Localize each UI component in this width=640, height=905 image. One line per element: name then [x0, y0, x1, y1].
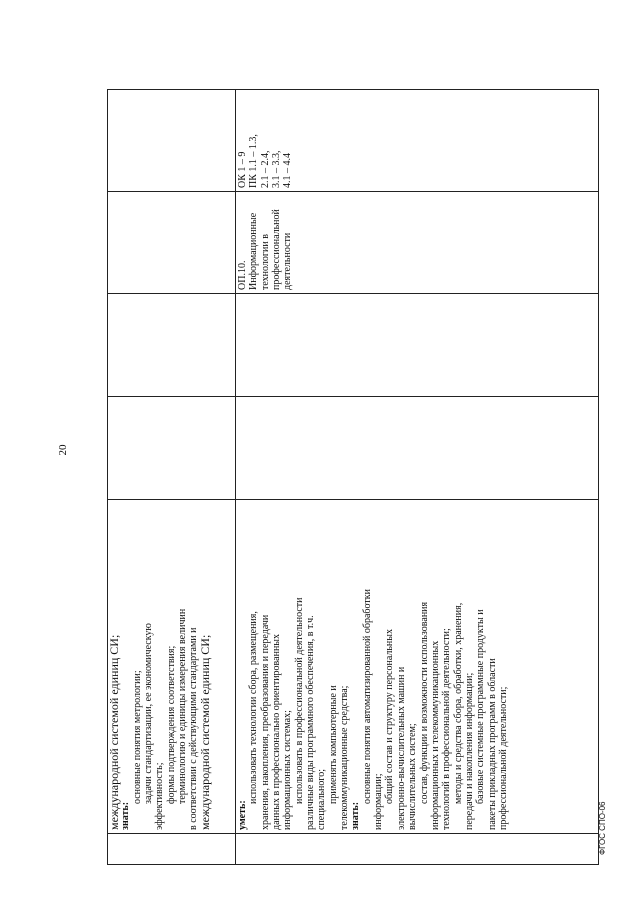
- text-line: вычислительных систем;: [407, 723, 419, 830]
- rotated-table-wrapper: [107, 90, 598, 865]
- text-line: профессиональной деятельности;: [497, 686, 509, 830]
- text-line: 4.1 – 4.4: [282, 153, 294, 188]
- text-line: информации;: [373, 773, 385, 830]
- text-line: пакеты прикладных программ в области: [486, 658, 498, 830]
- text-line: базовые системные программные продукты и: [475, 609, 487, 804]
- hours-required-cell: [236, 294, 599, 397]
- text-line: данных в профессионально ориентированных: [271, 633, 283, 830]
- content-list: [109, 503, 211, 830]
- page-number: 20: [57, 444, 69, 456]
- text-line: различные виды программного обеспечения, в т.ч.: [305, 615, 317, 830]
- text-line: международной системой единиц СИ;: [197, 634, 212, 830]
- text-line: хранения, накопления, преобразования и передачи: [259, 614, 271, 830]
- hours-max-cell: [236, 397, 599, 500]
- text-line: технологий в профессиональной деятельности;: [441, 628, 453, 830]
- text-line: технологии в: [259, 234, 271, 290]
- text-line: телекоммуникационные средства;: [339, 685, 351, 830]
- discipline-list: [237, 195, 294, 290]
- text-line: использовать в профессиональной деятельности: [293, 597, 305, 804]
- text-line: в соответствии с действующими стандартами и: [188, 627, 200, 830]
- text-line: знать:: [350, 801, 362, 830]
- text-line: формы подтверждения соответствия;: [165, 645, 177, 804]
- discipline-cell: [108, 192, 236, 294]
- text-line: знать:: [120, 801, 132, 830]
- text-line: эффективность;: [154, 762, 166, 830]
- text-line: информационных и телекоммуникационных: [429, 640, 441, 830]
- competency-cell: [108, 90, 236, 192]
- text-line: общий состав и структуру персональных: [384, 629, 396, 804]
- text-line: специального;: [316, 769, 328, 830]
- text-line: деятельности: [282, 232, 294, 290]
- text-line: терминологию и единицы измерения величин: [177, 608, 189, 804]
- content-list: [237, 503, 509, 830]
- text-line: информационных системах;: [282, 710, 294, 830]
- text-line: ПК 1.1 – 1.3,: [248, 134, 260, 188]
- content-cell: [108, 500, 236, 834]
- table-row: [236, 90, 599, 865]
- text-line: использовать технологии сбора, размещения,: [248, 611, 260, 804]
- text-line: 2.1 – 2.4,: [259, 150, 271, 188]
- text-line: задачи стандартизации, ее экономическую: [143, 623, 155, 804]
- competency-table: [107, 89, 599, 865]
- text-line: Информационные: [248, 212, 260, 290]
- discipline-cell: [236, 192, 599, 294]
- competency-cell: [236, 90, 599, 192]
- index-cell: [108, 834, 236, 865]
- competency-list: [237, 93, 294, 188]
- text-line: уметь:: [237, 800, 248, 830]
- text-line: основные понятия автоматизированной обработки: [361, 589, 373, 804]
- footer-code: ФГОС СПО-06: [598, 801, 607, 855]
- text-line: международной системой единиц СИ;: [107, 634, 121, 830]
- text-line: передачи и накопления информации;: [463, 672, 475, 830]
- hours-max-cell: [108, 397, 236, 500]
- text-line: 3.1 – 3.3,: [271, 150, 283, 188]
- text-line: методы и средства сбора, обработки, хранения,: [452, 602, 464, 804]
- table-row: [108, 90, 236, 865]
- text-line: применять компьютерные и: [327, 685, 339, 804]
- text-line: состав, функции и возможности использования: [418, 601, 430, 804]
- text-line: основные понятия метрологии;: [131, 670, 143, 804]
- text-line: профессиональной: [271, 209, 283, 290]
- text-line: ОП.10.: [237, 260, 248, 290]
- index-cell: [236, 834, 599, 865]
- text-line: электронно-вычислительных машин и: [395, 666, 407, 830]
- content-cell: [236, 500, 599, 834]
- text-line: ОК 1 – 9: [237, 151, 248, 188]
- hours-required-cell: [108, 294, 236, 397]
